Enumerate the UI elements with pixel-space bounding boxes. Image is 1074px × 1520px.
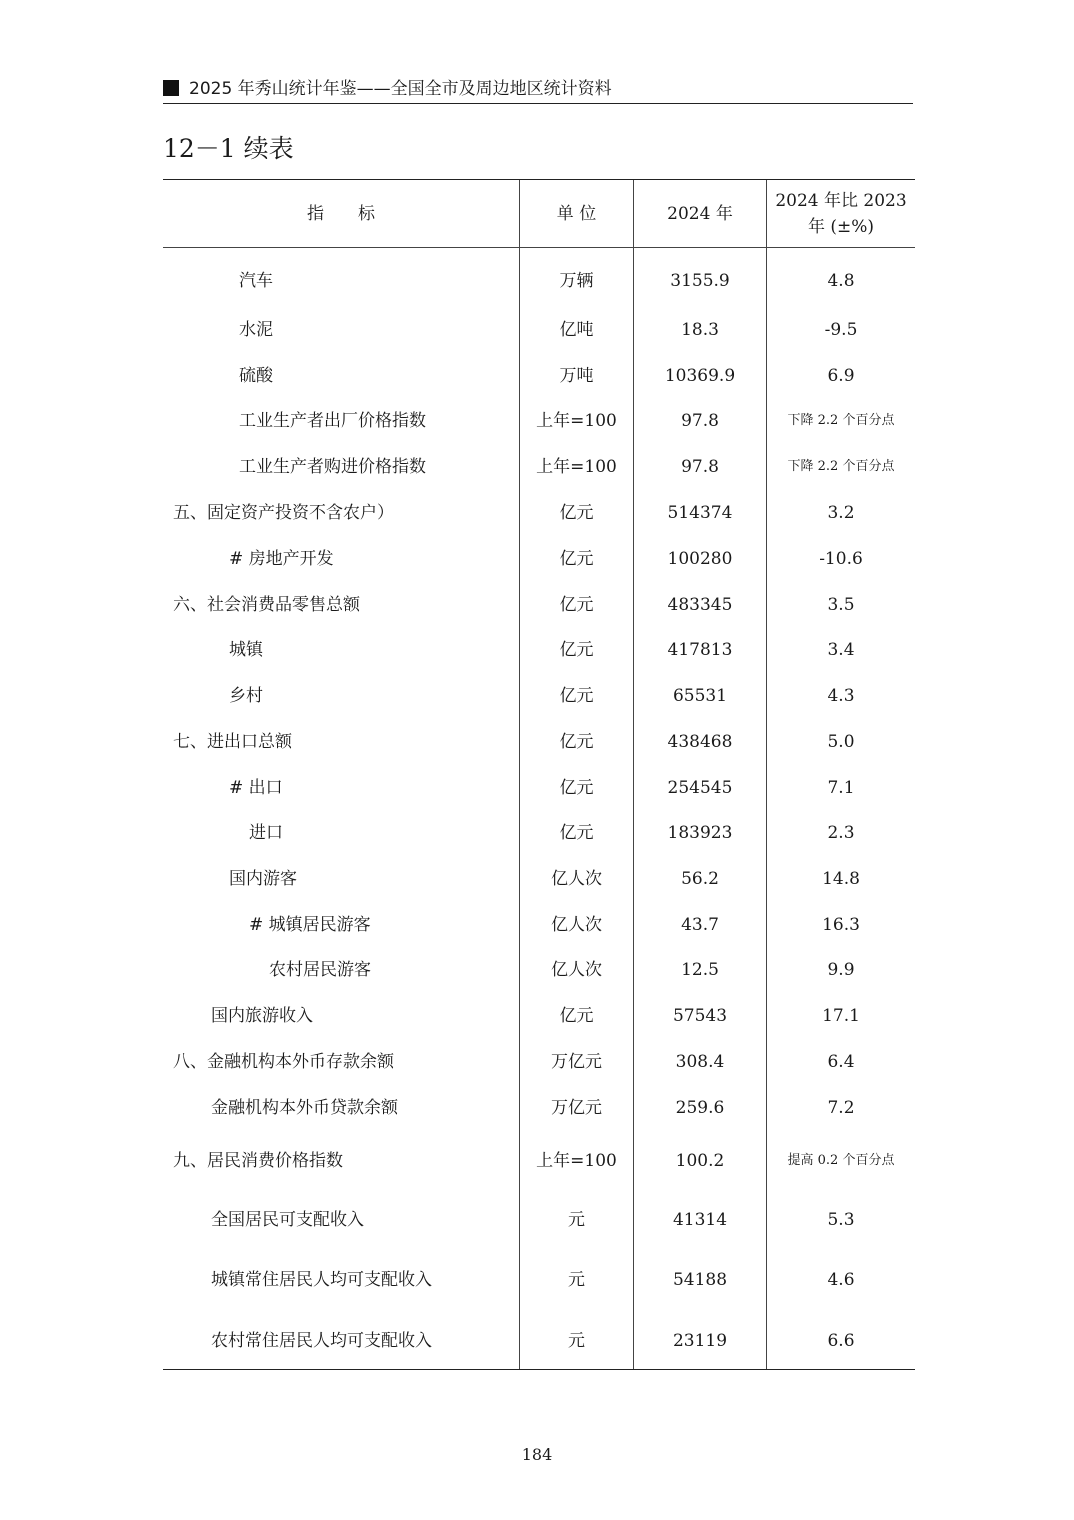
cell-value: 514374 [667,503,733,523]
cell-value: 12.5 [681,960,719,980]
cell-value: 308.4 [675,1052,725,1072]
cell-name: 进口 [249,823,283,843]
cell-change: 7.1 [827,778,855,798]
cell-change: 4.8 [827,271,855,291]
cell-unit: 亿元 [559,503,594,523]
cell-value: 56.2 [681,869,719,889]
cell-unit: 元 [568,1210,585,1230]
cell-value: 254545 [667,778,733,798]
cell-change: 提高 0.2 个百分点 [787,1153,895,1168]
cell-name: 金融机构本外币贷款余额 [211,1098,398,1118]
cell-name: 城镇 [229,640,263,660]
column-indicator [163,248,519,1369]
cell-unit: 上年=100 [536,1151,617,1171]
cell-name: # 房地产开发 [229,549,334,569]
cell-name: 五、固定资产投资不含农户） [173,503,394,523]
cell-name: 七、进出口总额 [173,732,292,752]
header-square-icon [163,80,179,96]
cell-unit: 万亿元 [551,1098,602,1118]
cell-name: 国内旅游收入 [211,1006,313,1026]
cell-unit: 万吨 [559,366,594,386]
cell-change: 5.0 [827,732,855,752]
cell-change: 2.3 [827,823,855,843]
cell-name: 硫酸 [239,366,273,386]
cell-change: 6.9 [827,366,855,386]
cell-value: 183923 [667,823,733,843]
cell-value: 10369.9 [664,366,736,386]
cell-unit: 亿元 [559,549,594,569]
cell-name: 九、居民消费价格指数 [173,1151,343,1171]
cell-value: 65531 [672,686,728,706]
cell-name: # 出口 [229,778,283,798]
cell-name: 八、金融机构本外币存款余额 [173,1052,394,1072]
cell-value: 43.7 [681,915,719,935]
column-change [766,248,915,1369]
page-number: 184 [521,1445,553,1464]
cell-name: 城镇常住居民人均可支配收入 [211,1270,432,1290]
cell-value: 23119 [672,1331,728,1351]
column-unit [519,248,633,1369]
col-header-change [766,180,915,247]
cell-unit: 亿人次 [551,915,602,935]
cell-name: 乡村 [229,686,263,706]
header-text: 2025 年秀山统计年鉴——全国全市及周边地区统计资料 [189,79,612,99]
cell-unit: 亿元 [559,595,594,615]
cell-unit: 亿元 [559,686,594,706]
cell-unit: 亿人次 [551,869,602,889]
cell-value: 417813 [667,640,733,660]
cell-unit: 亿元 [559,823,594,843]
cell-value: 97.8 [681,411,719,431]
cell-name: 全国居民可支配收入 [211,1210,364,1230]
col-header-unit: 单 位 [519,180,633,247]
cell-change: 7.2 [827,1098,855,1118]
table-header [163,180,915,248]
cell-name: 六、社会消费品零售总额 [173,595,360,615]
cell-unit: 上年=100 [536,457,617,477]
cell-name: 工业生产者购进价格指数 [239,457,426,477]
cell-value: 18.3 [681,320,719,340]
cell-unit: 万亿元 [551,1052,602,1072]
cell-name: 汽车 [239,271,273,291]
cell-unit: 上年=100 [536,411,617,431]
cell-unit: 亿人次 [551,960,602,980]
cell-name: 工业生产者出厂价格指数 [239,411,426,431]
col-header-indicator: 指 标 [307,203,375,224]
cell-value: 97.8 [681,457,719,477]
cell-name: 农村居民游客 [269,960,371,980]
table-title: 12－1 续表 [163,134,294,163]
cell-unit: 元 [568,1331,585,1351]
cell-unit: 元 [568,1270,585,1290]
cell-change: 16.3 [822,915,860,935]
col-header-change-line1: 2024 年比 2023 [775,190,907,211]
cell-value: 57543 [672,1006,728,1026]
col-header-value: 2024 年 [633,180,766,247]
cell-value: 54188 [672,1270,728,1290]
cell-unit: 亿元 [559,732,594,752]
cell-change: 17.1 [822,1006,860,1026]
cell-change: 4.3 [827,686,855,706]
cell-unit: 亿吨 [559,320,594,340]
cell-value: 438468 [667,732,733,752]
cell-unit: 亿元 [559,1006,594,1026]
cell-value: 100.2 [675,1151,725,1171]
cell-change: 6.6 [827,1331,855,1351]
cell-change: 3.2 [827,503,855,523]
cell-change: -10.6 [819,549,863,569]
cell-value: 100280 [667,549,733,569]
page-header [163,78,913,104]
cell-change: 9.9 [827,960,855,980]
cell-change: 3.4 [827,640,855,660]
cell-change: 3.5 [827,595,855,615]
cell-change: 下降 2.2 个百分点 [787,459,895,474]
cell-name: 水泥 [239,320,273,340]
cell-name: 国内游客 [229,869,297,889]
cell-change: 4.6 [827,1270,855,1290]
table-body [163,248,915,1369]
cell-change: -9.5 [824,320,858,340]
col-header-change-line2: 年 (±%) [807,216,875,237]
cell-unit: 亿元 [559,778,594,798]
cell-value: 259.6 [675,1098,725,1118]
statistics-table [163,179,915,1370]
cell-change: 下降 2.2 个百分点 [787,413,895,428]
column-value [633,248,766,1369]
cell-value: 3155.9 [670,271,730,291]
cell-value: 483345 [667,595,733,615]
cell-name: 农村常住居民人均可支配收入 [211,1331,432,1351]
cell-unit: 亿元 [559,640,594,660]
cell-change: 14.8 [822,869,860,889]
cell-change: 5.3 [827,1210,855,1230]
cell-change: 6.4 [827,1052,855,1072]
cell-value: 41314 [672,1210,728,1230]
cell-name: # 城镇居民游客 [249,915,371,935]
cell-unit: 万辆 [559,271,594,291]
